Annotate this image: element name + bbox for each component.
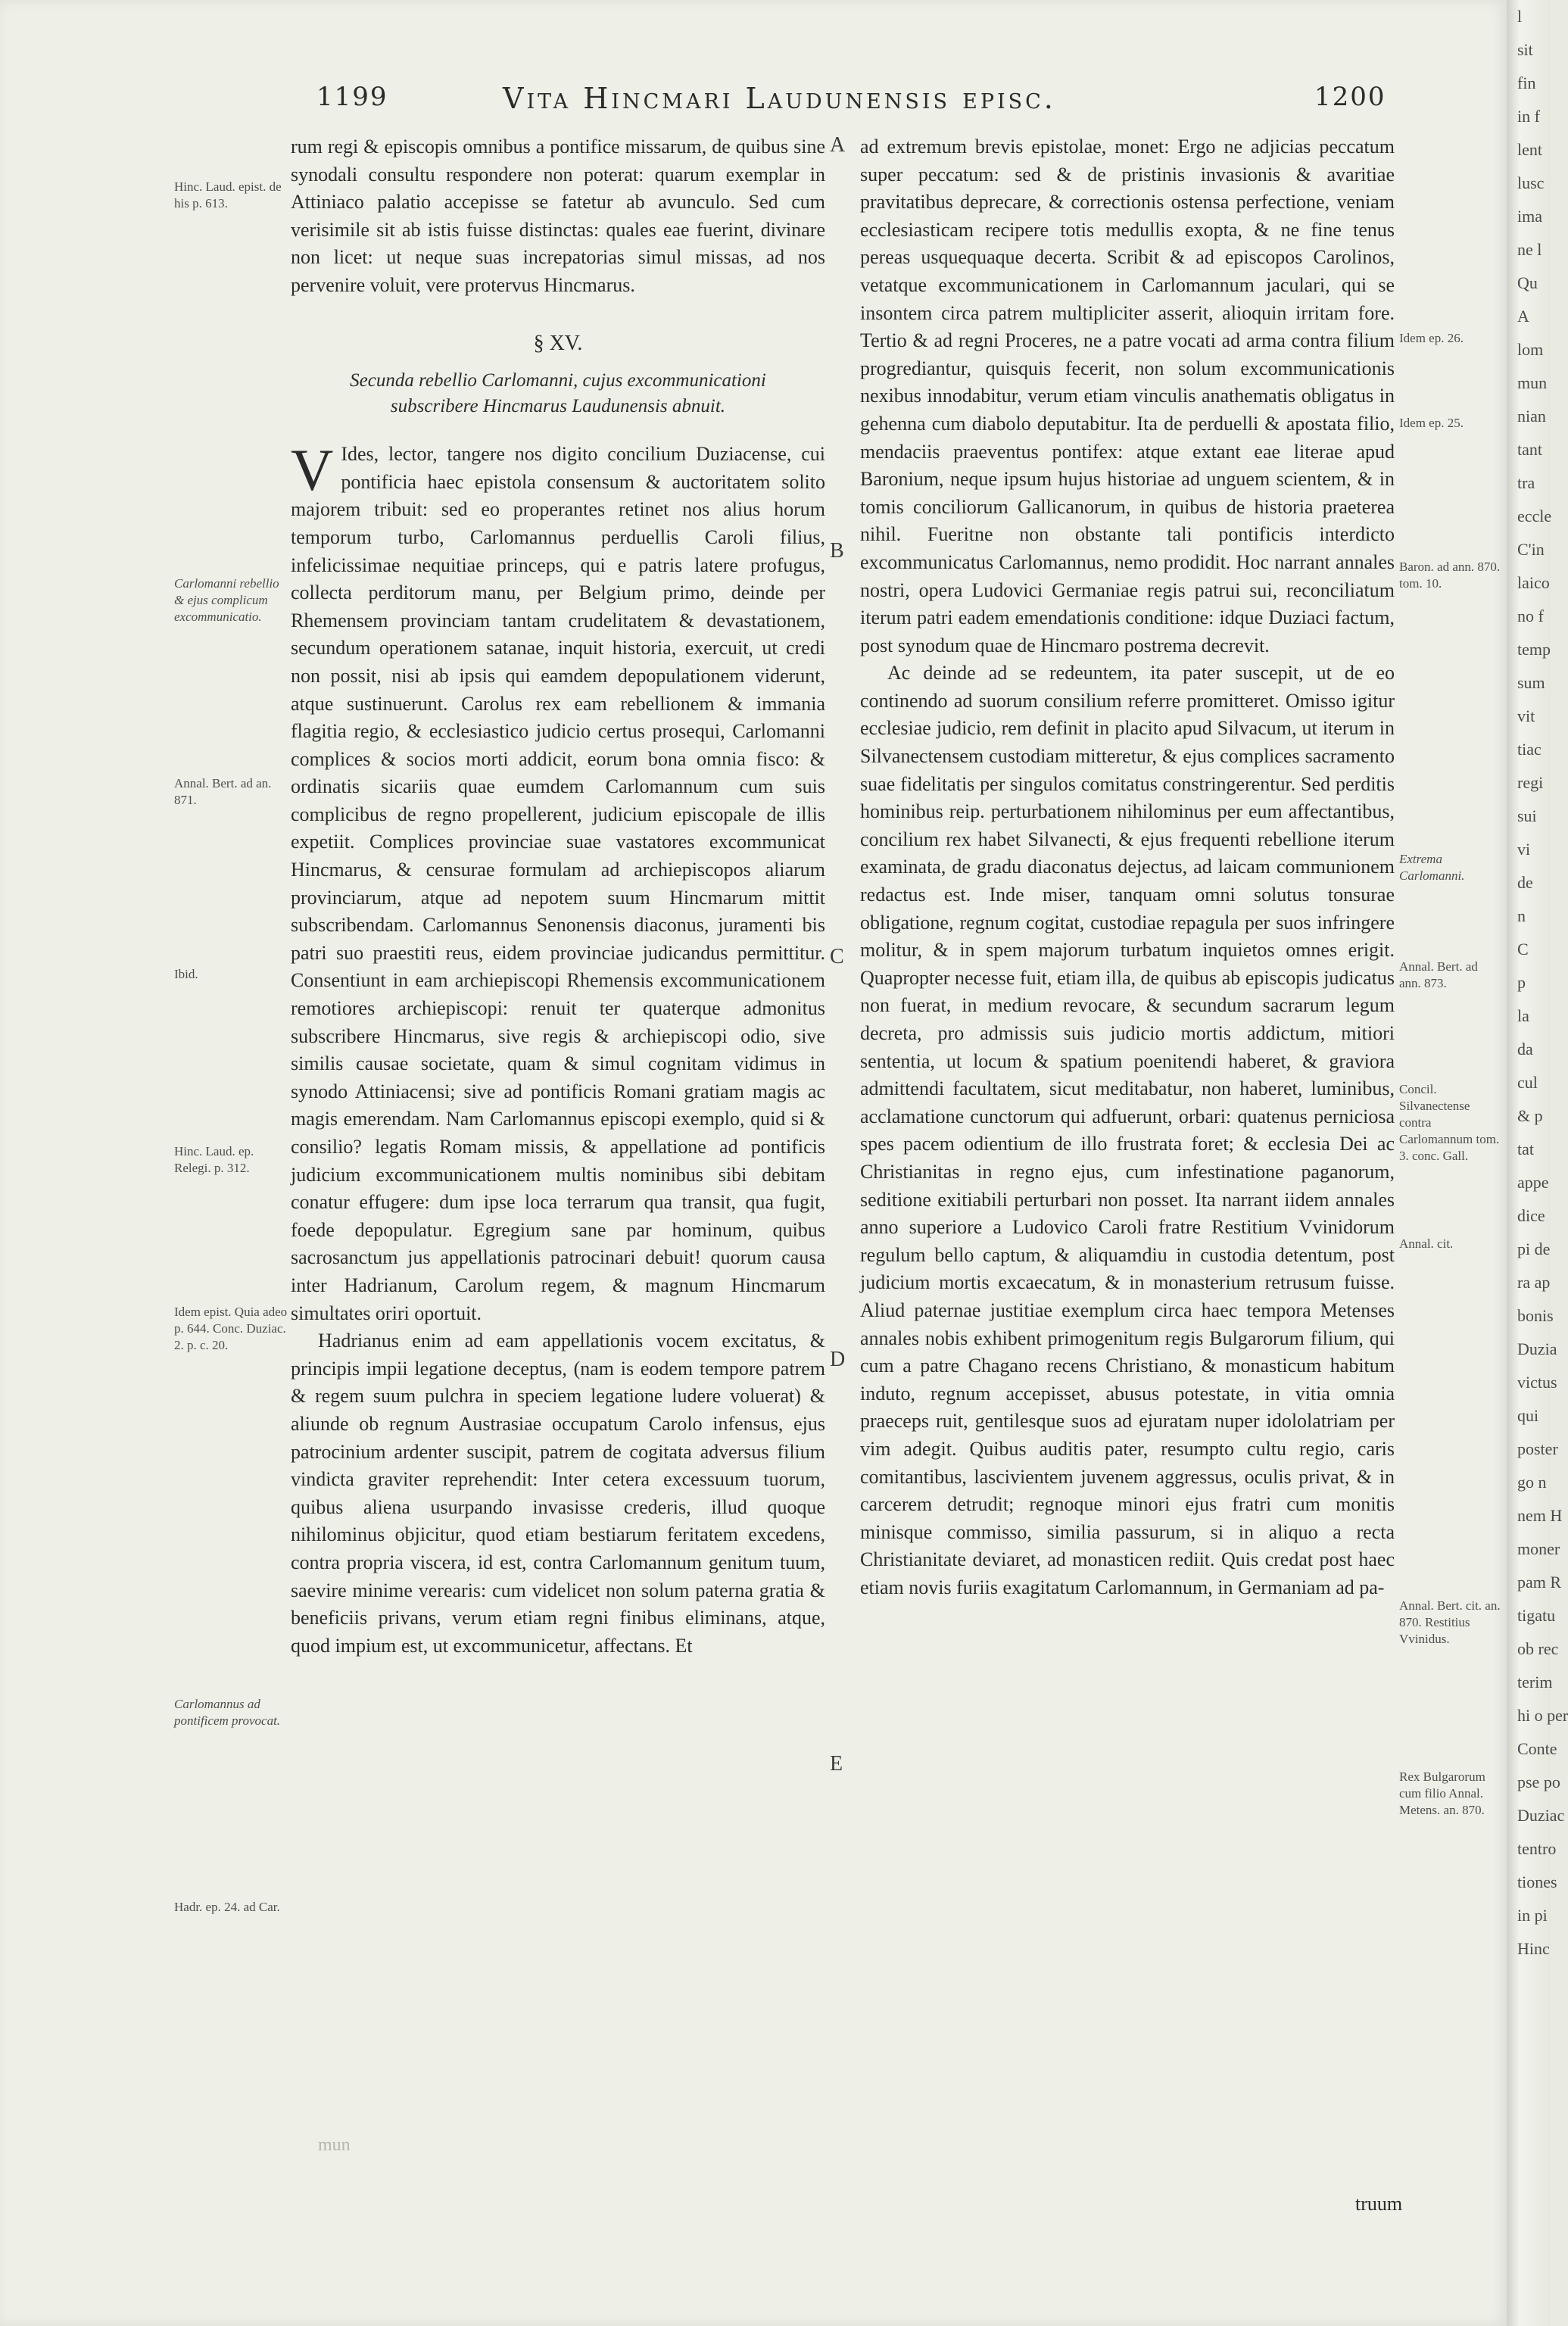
left-page-number: 1199 xyxy=(316,82,388,112)
section-summary: Secunda rebellio Carlomanni, cujus excommunicationi subscribere Hincmarus Laudunensis abnuit. xyxy=(350,370,766,417)
next-page-fragment: tant xyxy=(1517,440,1542,459)
margin-note: Annal. cit. xyxy=(1399,1236,1454,1251)
margin-note: Baron. ad ann. 870. tom. 10. xyxy=(1399,560,1501,591)
next-page-fragment: de xyxy=(1517,873,1533,892)
margin-note: Hinc. Laud. ep. Relegi. p. 312. xyxy=(174,1144,254,1175)
next-page-fragment: Duziac xyxy=(1517,1806,1565,1825)
next-page-fragment: sui xyxy=(1517,806,1537,825)
next-page-fragment: sit xyxy=(1517,40,1533,59)
next-page-fragment: Duzia xyxy=(1517,1339,1557,1358)
next-page-fragment: vi xyxy=(1517,840,1531,859)
page-header xyxy=(0,82,1507,124)
next-page-fragment: da xyxy=(1517,1040,1533,1059)
next-page-fragment: ra ap xyxy=(1517,1273,1551,1292)
next-page-fragment: qui xyxy=(1517,1406,1539,1425)
next-page-fragment: no f xyxy=(1517,606,1544,625)
margin-note: Extrema Carlomanni. xyxy=(1399,852,1465,883)
next-page-fragment: vit xyxy=(1517,706,1535,725)
next-page-fragment: lusc xyxy=(1517,173,1545,192)
next-page-fragment: C'in xyxy=(1517,540,1545,559)
drop-cap: V xyxy=(291,437,334,504)
next-page-fragment: Hinc xyxy=(1517,1939,1550,1958)
next-page-fragment: p xyxy=(1517,973,1526,992)
section-letter: C xyxy=(830,945,844,968)
margin-note: Carlomanni rebellio & ejus complicum excommunicatio. xyxy=(174,576,279,624)
next-page-fragment: appe xyxy=(1517,1173,1549,1192)
next-page-fragment: bonis xyxy=(1517,1306,1554,1325)
next-page-fragment: mun xyxy=(1517,373,1548,392)
next-page-fragment: in f xyxy=(1517,107,1540,126)
next-page-fragment: tat xyxy=(1517,1140,1534,1158)
running-title: Vita Hincmari Laudunensis episc. xyxy=(503,82,1056,115)
next-page-fragment: lom xyxy=(1517,340,1544,359)
next-page-edge xyxy=(1507,0,1568,2326)
left-paragraph-1: rum regi & episcopis omnibus a pontifice missarum, de quibus sine synodali consultu respondere non poterat: quarum exemplar in Attiniaco palatio accepisse se fatetur ab avunculo. Sed cum verisimile sit ab istis fuisse distinctas: quales eae fuerint, divinare non licet: ut neque suas increpatorias simul missas, ad nos pervenire voluit, vere protervus Hincmarus. xyxy=(291,136,825,296)
left-paragraph-2 xyxy=(291,437,825,1327)
left-text-column xyxy=(291,133,825,1660)
right-paragraph-2: Ac deinde ad se redeuntem, ita pater suscepit, ut de eo continendo ad suorum consilium referre promitteret. Omisso igitur ecclesiae judicio, rem definit in placito apud Silvacum, ut iterum in Silvanectensem custodiam mitteretur, & ejus complices sacramento suae fidelitatis per singulos comitatus constringerentur. Sed perditis hominibus reip. perturbationem nihilominus per eum affectantibus, concilium rex habet Silvanecti, & ejus frequenti rebellione iterum examinata, de gradu diaconatus dejectus, ad laicam communionem redactus est. Inde miser, tanquam omni solutus tonsurae obligatione, regnum cogitat, custodiae repagula per suos infringere molitur, & in spem majorum turbatum inquietos omnes erigit. Quapropter necesse fuit, etiam illa, de quibus ab episcopis judicatus non fuerat, in medium revocare, & secundum sacrarum legum decreta, pro admissis suis judicio mortis addictum, mitiori sententia, ut locum & spatium poenitendi haberet, & graviora admittendi facultatem, sicut meditabatur, non haberet, luminibus, acclamatione cunctorum qui adfuerunt, orbari: quatenus perniciosa spes pacem odientium de illo frustrata foret; & ecclesia Dei ac Christianitas in regno ejus, cum infestinatione paganorum, seditione exitiabili perturbari non posset. Ita narrant iidem annales anno superiore a Ludovico Caroli fratre Restitium Vvinidorum regulum bello captum, & aliquamdiu in custodia detentum, post judicium mortis excaecatum, & in monasterium retrusum fuisse. Aliud paternae justitiae exemplum circa haec tempora Metenses annales nobis exhibent primogenitum regis Bulgarorum filium, qui cum a patre Chagano recens Christiano, & monasticum habitum induto, regnum accepisset, abusus potestate, in vitia omnia praeceps ruit, gentilesque suos ad ejuratam nuper idololatriam per vim adegit. Quibus auditis pater, resumpto cultu regio, caris comitantibus, lascivientem juvenem aggressus, oculis privat, & in carcerem detrudit; regnoque minori ejus fratri cum monitis minisque commisso, similia passurum, si in aliquo a recta Christianitate deviaret, ad monasticen rediit. Quis credat post haec etiam novis furiis exagitatum Carlomannum, in Germaniam ad pa- xyxy=(860,662,1395,1598)
next-page-fragment: tentro xyxy=(1517,1839,1557,1858)
margin-note: Rex Bulgarorum cum filio Annal. Metens. an. 870. xyxy=(1399,1769,1485,1817)
section-number: § XV. xyxy=(533,331,583,355)
next-page-fragment: go n xyxy=(1517,1473,1547,1492)
next-page-fragment: ima xyxy=(1517,207,1542,226)
margin-note: Annal. Bert. cit. an. 870. Restitius Vvinidus. xyxy=(1399,1598,1501,1646)
next-page-fragment: tra xyxy=(1517,473,1535,492)
left-paragraph-3: Hadrianus enim ad eam appellationis vocem excitatus, & principis impii legatione deceptus, (nam is eodem tempore patrem & regem suum pulchra in speciem legatione ludere voluerat) & aliunde ob regnum Austrasiae occupatum Carolo infensus, ejus patrocinium ardenter suscipit, patrem de cogitata adversus filium vindicta graviter reprehendit: Inter cetera excessuum tuorum, quibus aliena usurpando invasisse crederis, illud quoque nihilominus objicitur, quod etiam bestiarum feritatem excedens, contra propria viscera, id est, contra Carlomannum genitum tuum, saevire minime verearis: cum videlicet non solum paterna gratia & beneficiis privans, verum etiam regni finibus eliminans, atque, quod impium est, ut excommunicetur, affectans. Et xyxy=(291,1330,825,1657)
next-page-fragment: ne l xyxy=(1517,240,1542,259)
next-page-fragment: Qu xyxy=(1517,273,1538,292)
next-page-fragment: tigatu xyxy=(1517,1606,1556,1625)
next-page-fragment: cul xyxy=(1517,1073,1538,1092)
next-page-fragment: dice xyxy=(1517,1206,1545,1225)
next-page-fragment: tiac xyxy=(1517,740,1542,759)
next-page-fragment: poster xyxy=(1517,1439,1558,1458)
next-page-fragment: ob rec xyxy=(1517,1639,1559,1658)
next-page-fragment: terim xyxy=(1517,1673,1553,1691)
margin-note: Idem epist. Quia adeo p. 644. Conc. Duziac. 2. p. c. 20. xyxy=(174,1305,288,1352)
next-page-fragment: in pi xyxy=(1517,1906,1548,1925)
right-paragraph-1: ad extremum brevis epistolae, monet: Ergo ne adjicias peccatum super peccatum: sed & de pristinis invasionis & avaritiae pravitatibus deprecare, & correctionis ostensa perfectione, veniam ecclesiasticam recipere totis medullis exopta, & ne fine tenus pereas usquequaque decerta. Scribit & ad episcopos Carolinos, vetatque excommunicationem in Carlomannum jaculari, qui se insontem circa patrem multipliciter asserit, alioquin irritam fore. Tertio & ad regni Proceres, ne a patre vocati ad arma contra filium progrediantur, quisquis fecerit, non solum excommunicationis nexibus innodabitur, verum etiam vinculis anathematis obligatus in gehenna cum diabolo deputabitur. Ita de perduelli & apostata filio, mendaciis praeventus pontifex: atque extant eae literae apud Baronium, neque ipsum hujus historiae ad unguem scientem, & in tomis conciliorum Gallicanorum, in quibus de historia praeterea nihil. Fueritne non obstante tali pontificis interdicto excommunicatus Carlomannus, nemo prodidit. Hoc narrant annales nostri, opera Ludovici Germaniae regis patrui sui, reconciliatum iterum patri eadem emendationis conditione: idque Duziaci factum, post synodum quae de Hincmaro postrema decrevit. xyxy=(860,136,1395,656)
section-letter: B xyxy=(830,539,844,563)
section-letter: E xyxy=(830,1752,843,1776)
next-page-fragment: temp xyxy=(1517,640,1551,659)
next-page-fragment: n xyxy=(1517,906,1526,925)
right-page-number: 1200 xyxy=(1314,82,1386,112)
next-page-fragment: regi xyxy=(1517,773,1544,792)
next-page-fragment: hi o per xyxy=(1517,1706,1568,1725)
margin-note: Concil. Silvanectense contra Carlomannum tom. 3. conc. Gall. xyxy=(1399,1082,1500,1163)
next-page-fragment: A xyxy=(1517,307,1529,326)
next-page-fragments xyxy=(1507,0,1568,1966)
margin-note: Hadr. ep. 24. ad Car. xyxy=(174,1900,280,1914)
right-text-column xyxy=(860,133,1395,1601)
section-letter: A xyxy=(830,133,846,157)
next-page-fragment: pse po xyxy=(1517,1773,1560,1791)
next-page-fragment: pi de xyxy=(1517,1239,1551,1258)
next-page-fragment: victus xyxy=(1517,1373,1557,1392)
margin-note: Ibid. xyxy=(174,967,198,981)
next-page-fragment: l xyxy=(1517,7,1523,26)
left-paragraph-2-text: Ides, lector, tangere nos digito concilium Duziacense, cui pontificia haec epistola consensum & auctoritatem solito majorem tribuit: sed eo properantes retinet nos alius horum temporum turbo, Carlomannus perduellis Caroli filius, infelicissimae nequitiae princeps, qui e patris latere profugus, collecta perditorum manu, per Belgium primo, deinde per Rhemensem provinciam tantam crudelitatem & devastationem, secundum operationem satanae, inquit historia, exercuit, ut credi non possit, nisi ab ipsis qui eamdem depopulationem viderunt, atque sustinuerunt. Carolus rex eam rebellionem & immania flagitia regio, & ecclesiastico judicio certus prosequi, Carlomanni complices & socios morti addicit, eorum bona omnia fisco: & ordinatis sicariis quae eumdem Carlomannum cum suis complicibus de regno propellerent, judicium episcopale de illis expetiit. Complices provinciae suae vastatores excommunicat Hincmarus, & censurae formulam ad archiepiscopos aliarum provinciarum, atque ad nepotem suum Hincmarum mittit subscribendam. Carlomannus Senonensis diaconus, juramenti bis patri suo praestiti reus, eidem provinciae judicandus permittitur. Consentiunt in eam archiepiscopi Rhemensis excommunicationem remotiores archiepiscopi: renuit ter quaterque admonitus subscribere Hincmarus, sive regis & archiepiscopi odio, sive similis causae societate, quam & simul cognitam vidimus in synodo Attiniacensi; sive ad pontificis Romani gratiam magis ac magis emerendam. Nam Carlomannus episcopi exemplo, quid si & consilio? legatis Romam missis, & appellatione ad pontificis judicium excommunicationem multis nominibus sibi debitam conatur effugere: dum ipse loca terrarum qua transit, qua fugit, foede depopulatur. Egregium sane par hominum, quibus sacrosanctum jus appellationis patrocinari debuit! quorum causa inter Hadrianum, Carolum regem, & magnum Hincmarum simultates oriri oportuit. xyxy=(291,443,825,1324)
next-page-fragment: fin xyxy=(1517,73,1536,92)
next-page-fragment: eccle xyxy=(1517,507,1552,525)
next-page-fragment: sum xyxy=(1517,673,1545,692)
next-page-fragment: tiones xyxy=(1517,1872,1557,1891)
bleed-through-text: mun xyxy=(318,2135,351,2155)
next-page-fragment: nem H xyxy=(1517,1506,1563,1525)
next-page-fragment: lent xyxy=(1517,140,1542,159)
next-page-fragment: laico xyxy=(1517,573,1550,592)
margin-note: Idem ep. 25. xyxy=(1399,416,1464,430)
margin-note: Carlomannus ad pontificem provocat. xyxy=(174,1697,281,1728)
catchword: truum xyxy=(1355,2193,1403,2215)
margin-note: Annal. Bert. ad an. 871. xyxy=(174,776,272,807)
margin-note: Idem ep. 26. xyxy=(1399,331,1464,345)
margin-note: Annal. Bert. ad ann. 873. xyxy=(1399,959,1478,990)
section-letter: D xyxy=(830,1348,846,1371)
next-page-fragment: Conte xyxy=(1517,1739,1557,1758)
next-page-fragment: moner xyxy=(1517,1539,1560,1558)
next-page-fragment: nian xyxy=(1517,407,1546,426)
next-page-fragment: pam R xyxy=(1517,1573,1562,1592)
next-page-fragment: la xyxy=(1517,1006,1529,1025)
margin-note: Hinc. Laud. epist. de his p. 613. xyxy=(174,179,282,210)
next-page-fragment: C xyxy=(1517,940,1529,959)
next-page-fragment: & p xyxy=(1517,1106,1543,1125)
